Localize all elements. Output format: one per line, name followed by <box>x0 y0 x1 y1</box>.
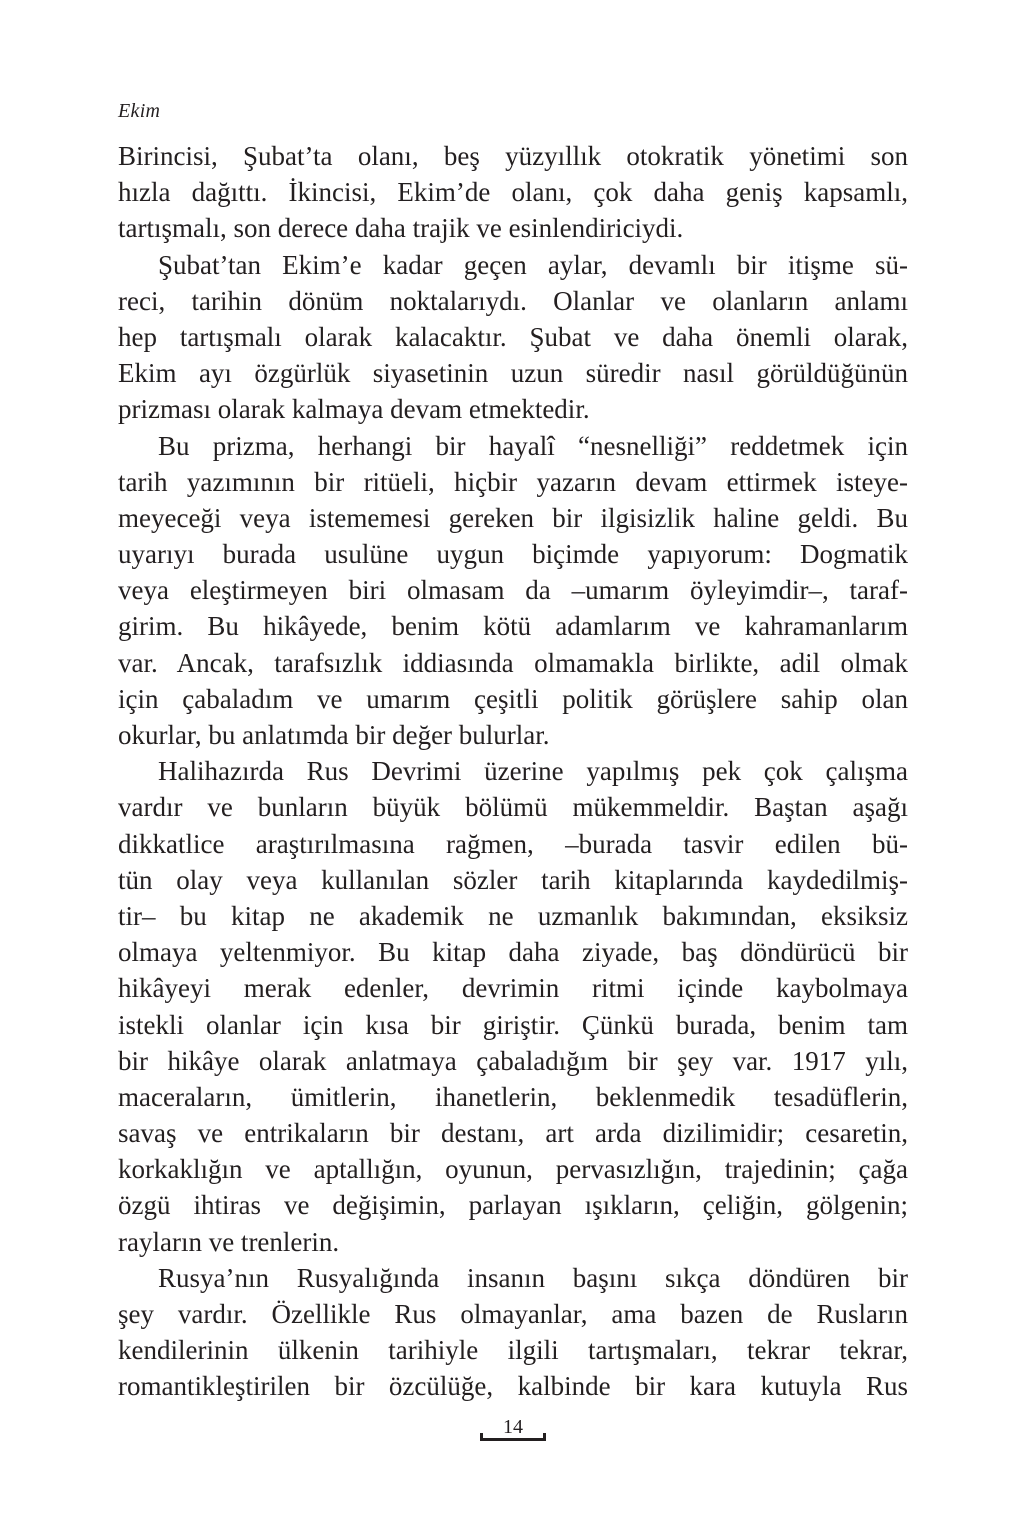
page-number: 14 <box>503 1416 523 1438</box>
folio-rule <box>480 1438 546 1441</box>
text-line: Şubat’tan Ekim’e kadar geçen aylar, devamlı bir itişme sü- <box>158 249 908 280</box>
text-line: dikkatlice araştırılmasına rağmen, –burada tasvir edilen bü- <box>118 828 908 859</box>
text-line: romantikleştirilen bir özcülüğe, kalbinde bir kara kutuyla Rus <box>118 1371 908 1402</box>
text-line: reci, tarihin dönüm noktalarıydı. Olanlar ve olanların anlamı <box>118 285 908 316</box>
text-line: şey vardır. Özellikle Rus olmayanlar, ama bazen de Rusların <box>118 1299 908 1329</box>
text-line: kendilerinin ülkenin tarihiyle ilgili tartışmaları, tekrar tekrar, <box>118 1335 908 1366</box>
text-line: savaş ve entrikaların bir destanı, art arda dizilimidir; cesaretin, <box>118 1118 908 1149</box>
text-line: veya eleştirmeyen biri olmasam da –umarım öyleyimdir–, taraf- <box>118 575 908 606</box>
text-line: prizması olarak kalmaya devam etmektedir. <box>118 394 590 425</box>
text-line: tün olay veya kullanılan sözler tarih kitaplarında kaydedilmiş- <box>118 864 908 895</box>
text-line: rayların ve trenlerin. <box>118 1226 340 1257</box>
folio-tick-right <box>543 1433 546 1441</box>
page-folio <box>480 1416 546 1446</box>
text-line: bir hikâye olarak anlatmaya çabaladığım bir şey var. 1917 yılı, <box>118 1045 908 1076</box>
text-line: korkaklığın ve aptallığın, oyunun, pervasızlığın, trajedinin; çağa <box>118 1154 908 1185</box>
body-text <box>118 138 908 1405</box>
text-line: maceraların, ümitlerin, ihanetlerin, beklenmedik tesadüflerin, <box>118 1081 908 1112</box>
text-line: için çabaladım ve umarım çeşitli politik görüşlere sahip olan <box>118 683 908 714</box>
text-line: Halihazırda Rus Devrimi üzerine yapılmış pek çok çalışma <box>158 756 908 787</box>
text-line: Bu prizma, herhangi bir hayalî “nesnelliği” reddetmek için <box>158 430 908 461</box>
text-line: hep tartışmalı olarak kalacaktır. Şubat ve daha önemli olarak, <box>118 321 908 352</box>
folio-tick-left <box>480 1433 483 1441</box>
text-line: tir– bu kitap ne akademik ne uzmanlık bakımından, eksiksiz <box>118 900 908 931</box>
text-line: olmaya yeltenmiyor. Bu kitap daha ziyade, baş döndürücü bir <box>118 937 908 968</box>
text-line: meyeceği veya istememesi gereken bir ilgisizlik haline geldi. Bu <box>118 502 908 533</box>
text-line: uyarıyı burada usulüne uygun biçimde yapıyorum: Dogmatik <box>118 539 908 570</box>
text-line: tartışmalı, son derece daha trajik ve esinlendiriciydi. <box>118 213 684 244</box>
text-line: vardır ve bunların büyük bölümü mükemmeldir. Baştan aşağı <box>118 792 908 823</box>
text-line: okurlar, bu anlatımda bir değer bulurlar. <box>118 720 550 750</box>
text-line: Birincisi, Şubat’ta olanı, beş yüzyıllık otokratik yönetimi son <box>118 141 908 171</box>
text-line: var. Ancak, tarafsızlık iddiasında olmamakla birlikte, adil olmak <box>118 647 908 678</box>
text-line: girim. Bu hikâyede, benim kötü adamlarım ve kahramanlarım <box>118 611 908 642</box>
text-line: hızla dağıttı. İkincisi, Ekim’de olanı, çok daha geniş kapsamlı, <box>118 177 908 208</box>
running-head: Ekim <box>118 100 161 122</box>
text-line: Rusya’nın Rusyalığında insanın başını sıkça döndüren bir <box>158 1262 908 1293</box>
text-line: istekli olanlar için kısa bir giriştir. Çünkü burada, benim tam <box>118 1009 908 1040</box>
text-line: Ekim ayı özgürlük siyasetinin uzun süredir nasıl görüldüğünün <box>118 358 908 389</box>
text-line: tarih yazımının bir ritüeli, hiçbir yazarın devam ettirmek isteye- <box>118 466 908 497</box>
text-line: hikâyeyi merak edenler, devrimin ritmi içinde kaybolmaya <box>118 973 908 1004</box>
text-line: özgü ihtiras ve değişimin, parlayan ışıkların, çeliğin, gölgenin; <box>118 1190 908 1221</box>
